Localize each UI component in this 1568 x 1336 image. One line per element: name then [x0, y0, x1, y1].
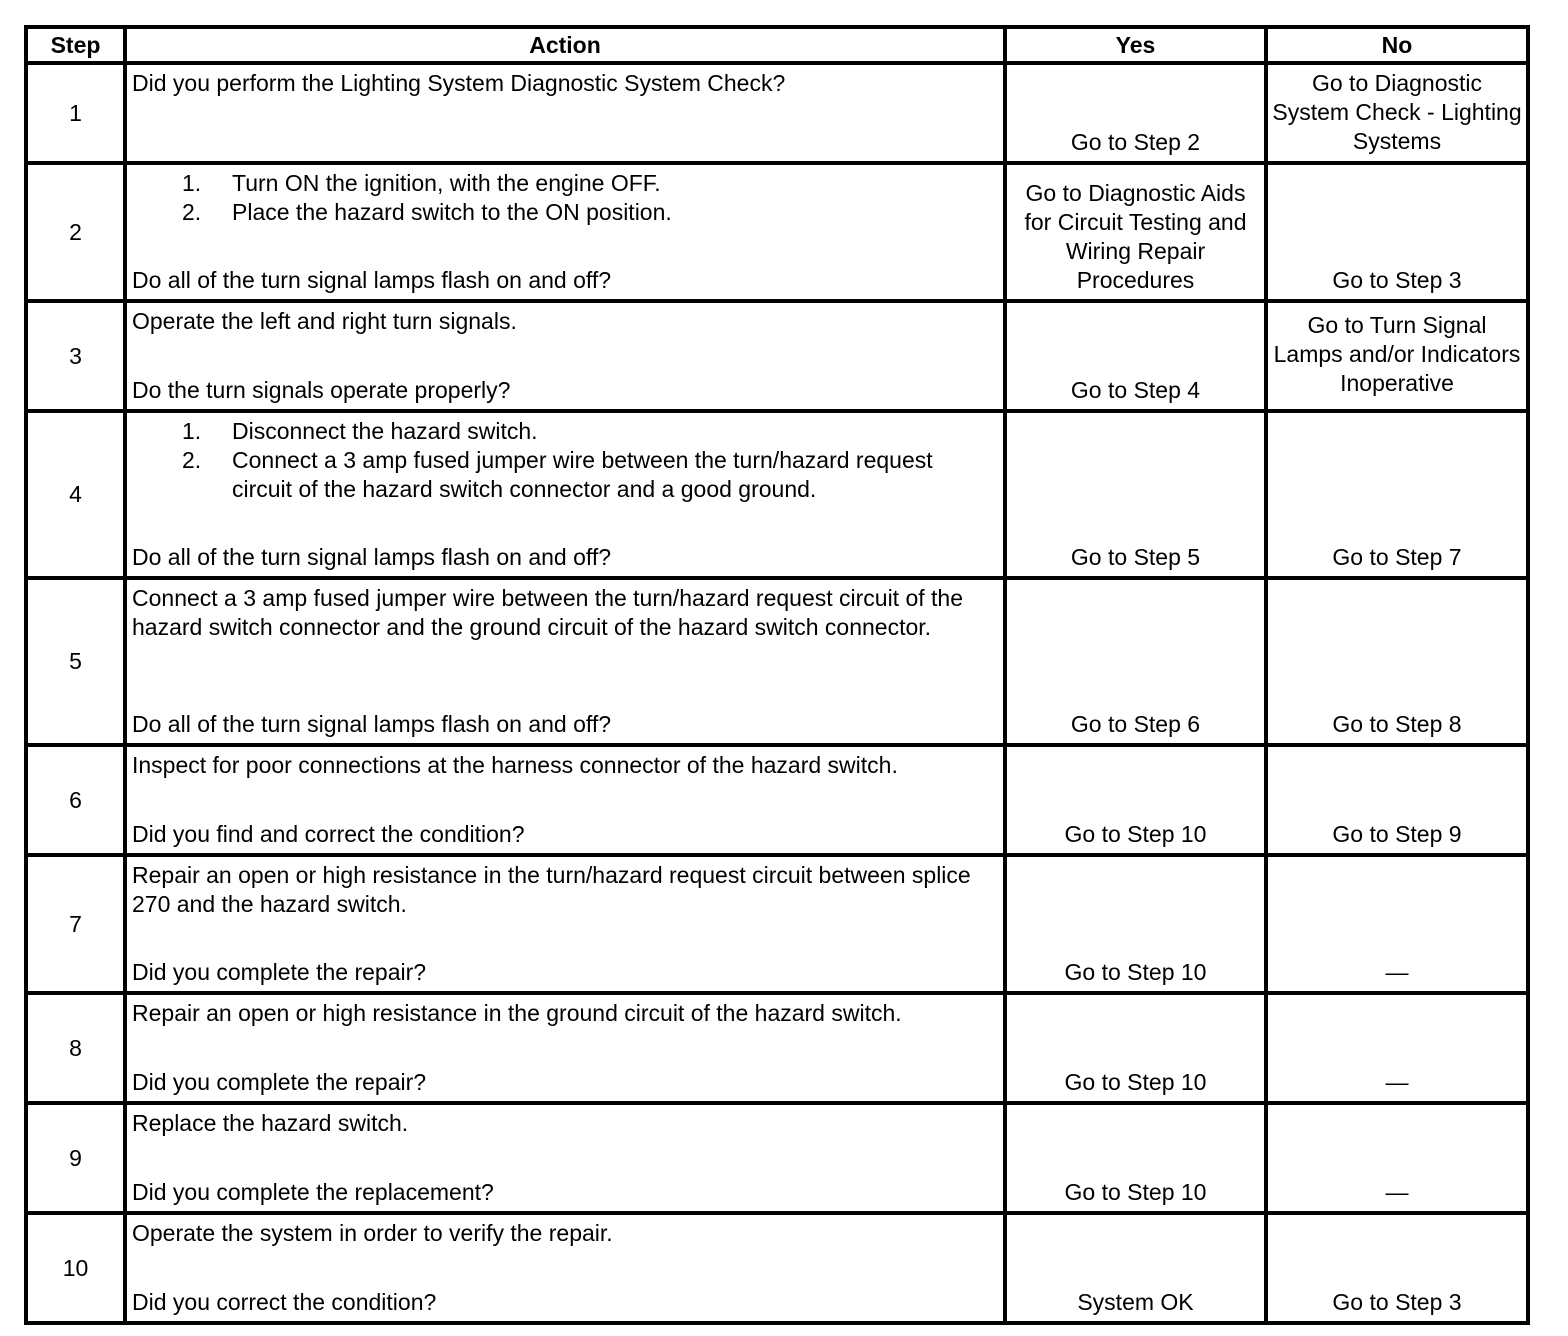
- step-number: 8: [26, 993, 125, 1103]
- step-number: 5: [26, 578, 125, 745]
- yes-result: Go to Step 4: [1005, 301, 1266, 411]
- action-cell: [125, 411, 1005, 578]
- action-instruction: Connect a 3 amp fused jumper wire between the turn/hazard request circuit of the hazard switch connector and the ground circuit of the hazard switch connector.: [132, 585, 964, 640]
- no-result: Go to Step 3: [1266, 1213, 1528, 1323]
- procedure-step-number: 1.: [182, 170, 202, 196]
- action-cell: [125, 63, 1005, 163]
- header-action: Action: [125, 27, 1005, 63]
- action-instruction: Did you perform the Lighting System Diagnostic System Check?: [132, 70, 786, 96]
- yes-result: Go to Step 5: [1005, 411, 1266, 578]
- action-question: Do the turn signals operate properly?: [132, 377, 511, 403]
- procedure-step-text: Place the hazard switch to the ON position.: [232, 199, 672, 225]
- table-row: [26, 745, 1528, 855]
- action-cell: [125, 1213, 1005, 1323]
- step-number: 4: [26, 411, 125, 578]
- procedure-step-text: Disconnect the hazard switch.: [232, 418, 538, 444]
- action-cell: [125, 855, 1005, 993]
- no-result: Go to Diagnostic System Check - Lighting Systems: [1266, 63, 1528, 163]
- action-question: Do all of the turn signal lamps flash on and off?: [132, 711, 612, 737]
- action-question: Did you find and correct the condition?: [132, 821, 525, 847]
- yes-result: Go to Step 2: [1005, 63, 1266, 163]
- procedure-step-number: 2.: [182, 447, 202, 473]
- step-number: 2: [26, 163, 125, 301]
- table-row: [26, 163, 1528, 301]
- no-result: —: [1266, 855, 1528, 993]
- table-row: [26, 411, 1528, 578]
- procedure-step-text: Turn ON the ignition, with the engine OFF.: [232, 170, 661, 196]
- procedure-step: [182, 417, 999, 446]
- action-instruction: Repair an open or high resistance in the ground circuit of the hazard switch.: [132, 1000, 902, 1026]
- no-result: Go to Turn Signal Lamps and/or Indicators Inoperative: [1266, 301, 1528, 411]
- yes-result: System OK: [1005, 1213, 1266, 1323]
- table-row: [26, 855, 1528, 993]
- procedure-step: [182, 446, 999, 504]
- action-instruction: Replace the hazard switch.: [132, 1110, 409, 1136]
- action-cell: [125, 1103, 1005, 1213]
- no-result: —: [1266, 1103, 1528, 1213]
- procedure-step-number: 2.: [182, 199, 202, 225]
- table-row: [26, 993, 1528, 1103]
- table-row: [26, 1213, 1528, 1323]
- action-question: Did you complete the repair?: [132, 1069, 427, 1095]
- step-number: 1: [26, 63, 125, 163]
- procedure-step: [182, 198, 999, 227]
- diagnostic-table: [24, 25, 1530, 1325]
- no-result: —: [1266, 993, 1528, 1103]
- procedure-step-text: Connect a 3 amp fused jumper wire between the turn/hazard request circuit of the hazard switch connector and a good ground.: [232, 447, 933, 502]
- yes-result: Go to Step 10: [1005, 1103, 1266, 1213]
- yes-result: Go to Step 10: [1005, 745, 1266, 855]
- table-row: [26, 63, 1528, 163]
- action-question: Do all of the turn signal lamps flash on and off?: [132, 544, 612, 570]
- header-yes: Yes: [1005, 27, 1266, 63]
- header-step: Step: [26, 27, 125, 63]
- procedure-step-number: 1.: [182, 418, 202, 444]
- step-number: 7: [26, 855, 125, 993]
- table-row: [26, 578, 1528, 745]
- header-no: No: [1266, 27, 1528, 63]
- step-number: 10: [26, 1213, 125, 1323]
- action-cell: [125, 745, 1005, 855]
- action-instruction: Operate the system in order to verify the repair.: [132, 1220, 613, 1246]
- header-row: [26, 27, 1528, 63]
- table-row: [26, 1103, 1528, 1213]
- yes-result: Go to Step 10: [1005, 993, 1266, 1103]
- action-question: Do all of the turn signal lamps flash on and off?: [132, 267, 612, 293]
- action-instruction: Operate the left and right turn signals.: [132, 308, 517, 334]
- action-instruction: Inspect for poor connections at the harness connector of the hazard switch.: [132, 752, 898, 778]
- no-result: Go to Step 7: [1266, 411, 1528, 578]
- action-cell: [125, 163, 1005, 301]
- yes-result: Go to Diagnostic Aids for Circuit Testing and Wiring Repair Procedures: [1005, 163, 1266, 301]
- no-result: Go to Step 8: [1266, 578, 1528, 745]
- action-instruction: Repair an open or high resistance in the turn/hazard request circuit between splice 270 and the hazard switch.: [132, 862, 971, 917]
- action-cell: [125, 301, 1005, 411]
- yes-result: Go to Step 6: [1005, 578, 1266, 745]
- step-number: 3: [26, 301, 125, 411]
- procedure-step: [182, 169, 999, 198]
- action-question: Did you correct the condition?: [132, 1289, 437, 1315]
- step-number: 6: [26, 745, 125, 855]
- table-row: [26, 301, 1528, 411]
- action-question: Did you complete the repair?: [132, 959, 427, 985]
- action-cell: [125, 578, 1005, 745]
- step-number: 9: [26, 1103, 125, 1213]
- no-result: Go to Step 3: [1266, 163, 1528, 301]
- action-cell: [125, 993, 1005, 1103]
- no-result: Go to Step 9: [1266, 745, 1528, 855]
- yes-result: Go to Step 10: [1005, 855, 1266, 993]
- action-question: Did you complete the replacement?: [132, 1179, 494, 1205]
